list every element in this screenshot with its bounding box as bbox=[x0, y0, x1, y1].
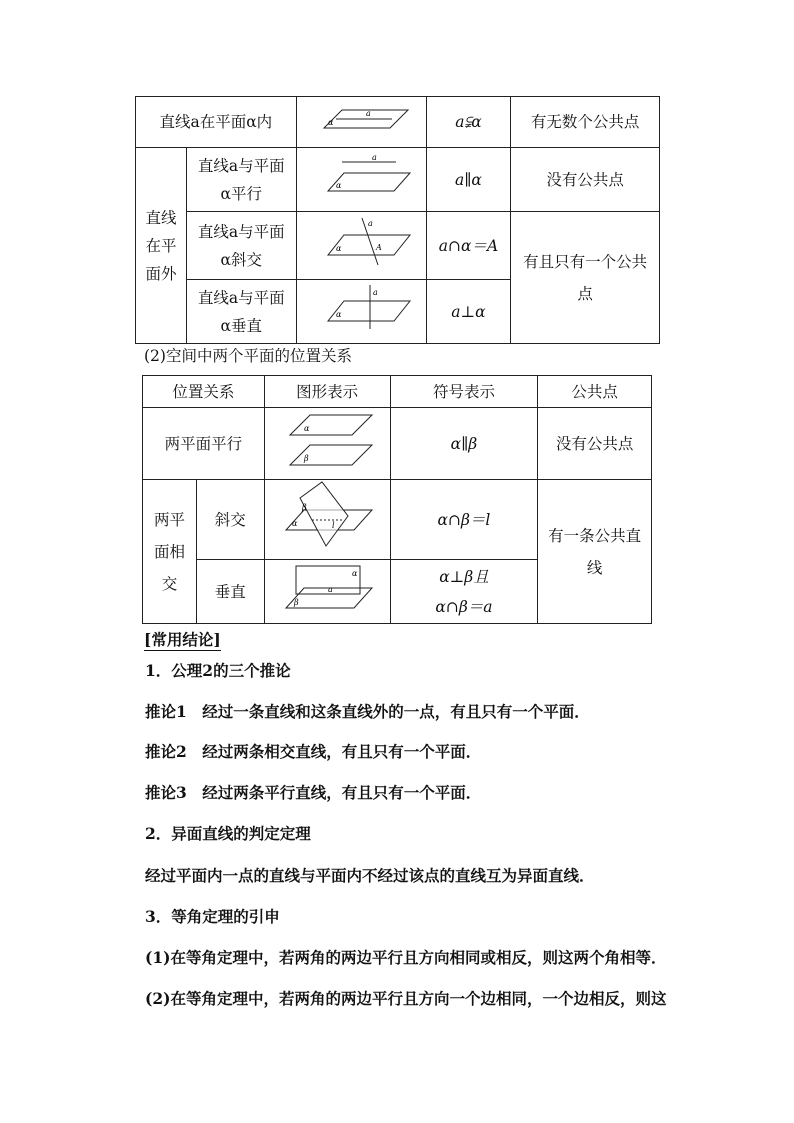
svg-text:l: l bbox=[332, 521, 335, 530]
svg-text:α: α bbox=[336, 244, 342, 253]
row-common-one: 有且只有一个公共点 bbox=[511, 212, 660, 344]
line-plane-table bbox=[135, 96, 660, 344]
row-in-symbol: a⫋α bbox=[426, 97, 511, 148]
extension-1: (1)在等角定理中，若两角的两边平行且方向相同或相反，则这两个角相等． bbox=[145, 948, 667, 967]
row-in-desc: 直线a在平面α内 bbox=[136, 97, 297, 148]
section2-title: (2)空间中两个平面的位置关系 bbox=[144, 347, 352, 365]
row-perp-desc: 直线a与平面α垂直 bbox=[186, 280, 296, 344]
figure-planes-perp bbox=[264, 560, 390, 624]
svg-text:α: α bbox=[304, 424, 310, 433]
heading-3: 3．等角定理的引申 bbox=[145, 907, 280, 926]
header-symbol: 符号表示 bbox=[390, 376, 538, 408]
svg-text:α: α bbox=[292, 519, 298, 528]
row-oblique-desc: 直线a与平面α斜交 bbox=[186, 212, 296, 280]
row2-parallel-desc: 两平面平行 bbox=[143, 408, 265, 480]
figure-line-perp-plane bbox=[296, 280, 426, 344]
row-parallel-common: 没有公共点 bbox=[511, 148, 660, 212]
row2-parallel-common: 没有公共点 bbox=[538, 408, 652, 480]
svg-text:β: β bbox=[302, 503, 307, 512]
svg-text:β: β bbox=[304, 454, 309, 463]
extension-2: (2)在等角定理中，若两角的两边平行且方向一个边相同，一个边相反，则这 bbox=[145, 989, 667, 1008]
figure-line-oblique-plane bbox=[296, 212, 426, 280]
header-relation: 位置关系 bbox=[143, 376, 265, 408]
row2-oblique-symbol: α∩β＝l bbox=[390, 480, 538, 560]
svg-text:A: A bbox=[376, 243, 382, 252]
svg-text:α: α bbox=[336, 310, 342, 319]
conclusions-tag: [常用结论] bbox=[144, 630, 221, 649]
svg-text:α: α bbox=[328, 117, 334, 127]
figure-planes-oblique bbox=[264, 480, 390, 560]
row2-common-line: 有一条公共直线 bbox=[538, 480, 652, 624]
svg-text:a: a bbox=[366, 108, 371, 118]
figure-line-parallel-plane bbox=[296, 148, 426, 212]
figure-planes-parallel bbox=[264, 408, 390, 480]
svg-text:α: α bbox=[336, 181, 342, 190]
row-oblique-symbol: a∩α＝A bbox=[426, 212, 511, 280]
header-common: 公共点 bbox=[538, 376, 652, 408]
svg-text:β: β bbox=[294, 598, 299, 607]
row2-perp-symbol: α⊥β且 α∩β＝a bbox=[390, 560, 538, 624]
corollary-3: 推论3 经过两条平行直线，有且只有一个平面． bbox=[145, 783, 482, 802]
row-in-common: 有无数个公共点 bbox=[511, 97, 660, 148]
row2-perp-desc: 垂直 bbox=[196, 560, 264, 624]
svg-text:a: a bbox=[373, 288, 378, 297]
row-parallel-symbol: a∥α bbox=[426, 148, 511, 212]
outside-label: 直线在平面外 bbox=[136, 148, 187, 344]
theorem-text: 经过平面内一点的直线与平面内不经过该点的直线互为异面直线． bbox=[145, 866, 595, 885]
row2-oblique-desc: 斜交 bbox=[196, 480, 264, 560]
corollary-1: 推论1 经过一条直线和这条直线外的一点，有且只有一个平面． bbox=[145, 702, 590, 721]
corollary-2: 推论2 经过两条相交直线，有且只有一个平面． bbox=[145, 742, 482, 761]
row-parallel-desc: 直线a与平面α平行 bbox=[186, 148, 296, 212]
heading-1: 1．公理2的三个推论 bbox=[145, 661, 291, 680]
figure-line-in-plane bbox=[296, 97, 426, 148]
header-figure: 图形表示 bbox=[264, 376, 390, 408]
svg-text:a: a bbox=[368, 219, 373, 228]
svg-text:a: a bbox=[372, 153, 377, 162]
intersect-label: 两平面相交 bbox=[143, 480, 197, 624]
heading-2: 2．异面直线的判定定理 bbox=[145, 824, 311, 843]
row-perp-symbol: a⊥α bbox=[426, 280, 511, 344]
row2-parallel-symbol: α∥β bbox=[390, 408, 538, 480]
svg-text:a: a bbox=[328, 585, 333, 594]
svg-text:α: α bbox=[352, 569, 358, 578]
plane-plane-table bbox=[142, 375, 652, 624]
